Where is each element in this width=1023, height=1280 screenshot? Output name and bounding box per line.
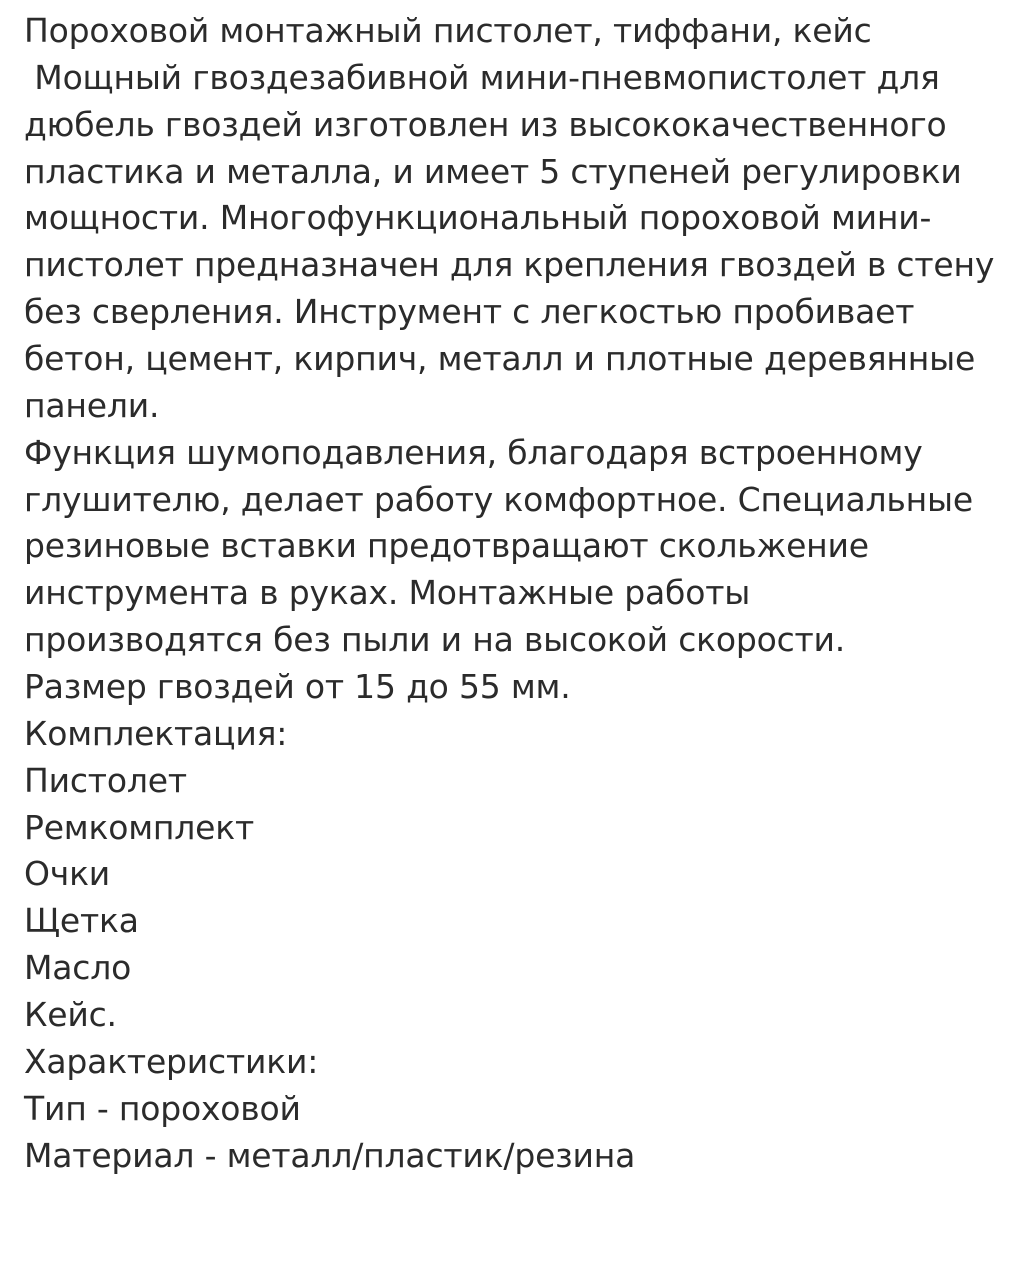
- kit-item: Кейс.: [24, 995, 117, 1035]
- product-title-line: Пороховой монтажный пистолет, тиффани, кейс: [24, 11, 872, 50]
- kit-item: Очки: [24, 854, 111, 894]
- description-paragraph-2: Функция шумоподавления, благодаря встроенному глушителю, делает работу комфортное. Специальные резиновые вставки предотвращают скольжение инструмента в руках. Монтажные работы производятся без пыли и на высокой скорости.: [24, 432, 984, 660]
- kit-item: Щетка: [24, 901, 139, 941]
- kit-heading: Комплектация:: [24, 713, 288, 753]
- description-paragraph-3: Размер гвоздей от 15 до 55 мм.: [24, 667, 571, 707]
- kit-item: Масло: [24, 948, 132, 988]
- description-paragraph-1: Мощный гвоздезабивной мини-пневмопистолет для дюбель гвоздей изготовлен из высококачественного пластика и металла, и имеет 5 ступеней регулировки мощности. Многофункциональный пороховой мини-пистолет предназначен для крепления гвоздей в стену без сверления. Инструмент с легкостью пробивает бетон, цемент, кирпич, металл и плотные деревянные панели.: [24, 57, 1005, 425]
- spec-item: Тип - пороховой: [24, 1088, 301, 1128]
- description-text: [24, 8, 1005, 1179]
- spec-item: Материал - металл/пластик/резина: [24, 1135, 636, 1175]
- kit-item: Ремкомплект: [24, 807, 255, 847]
- kit-item: Пистолет: [24, 760, 187, 800]
- specs-heading: Характеристики:: [24, 1041, 319, 1081]
